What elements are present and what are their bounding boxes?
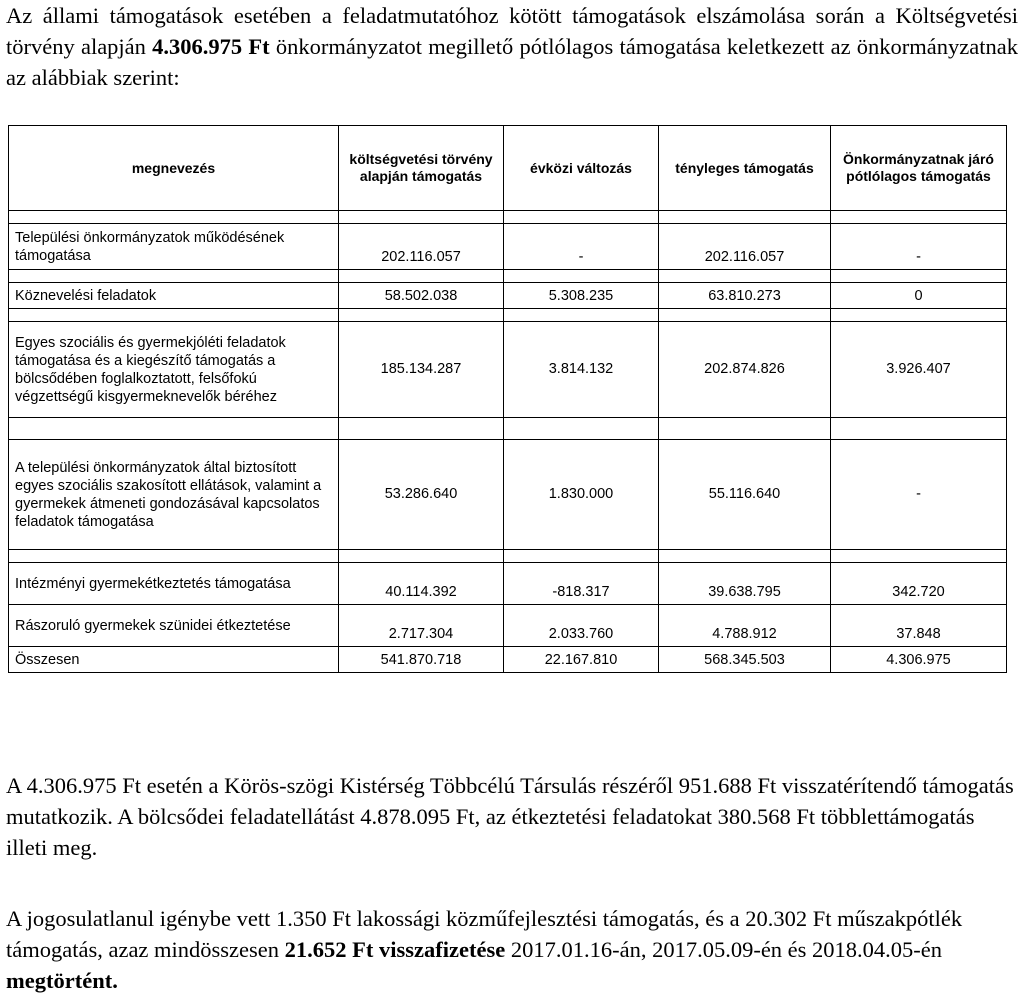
table-row [9,322,1007,418]
row-name: Egyes szociális és gyermekjóléti feladatok támogatása és a kiegészítő támogatás a bölcsődében foglalkoztatott, felsőfokú végzettségű kisgyermeknevelők béréhez [9,322,339,418]
refund-paragraph: A 4.306.975 Ft esetén a Körös-szögi Kistérség Többcélú Társulás részéről 951.688 Ft visszatérítendő támogatás mutatkozik. A bölcsődei feladatellátást 4.878.095 Ft, az étkeztetési feladatokat 380.568 Ft többlettámogatás illeti meg. [6,773,1014,860]
header-budget: költségvetési törvény alapján támogatás [339,126,504,211]
row-actual: 63.810.273 [659,283,831,309]
table-header-row [9,126,1007,211]
repayment-done: megtörtént. [6,968,118,993]
repayment-paragraph [6,903,1018,996]
table-row [9,440,1007,550]
row-budget: 2.717.304 [339,605,504,647]
intro-paragraph [6,0,1018,93]
row-actual: 202.116.057 [659,224,831,270]
row-change: 2.033.760 [504,605,659,647]
intro-text-after: önkormányzatot megillető pótlólagos támogatása keletkezett az önkormányzatnak az alábbiak szerint: [6,34,1018,90]
subsidy-table [8,125,1007,673]
row-name: Települési önkormányzatok működésének támogatása [9,224,339,270]
header-change: évközi változás [504,126,659,211]
row-budget: 541.870.718 [339,647,504,673]
row-extra: 4.306.975 [831,647,1007,673]
row-actual: 568.345.503 [659,647,831,673]
row-change: - [504,224,659,270]
row-change: 3.814.132 [504,322,659,418]
row-extra: - [831,224,1007,270]
row-name: Köznevelési feladatok [9,283,339,309]
row-change: 1.830.000 [504,440,659,550]
header-name: megnevezés [9,126,339,211]
table-row [9,605,1007,647]
row-change: -818.317 [504,563,659,605]
row-budget: 40.114.392 [339,563,504,605]
row-budget: 53.286.640 [339,440,504,550]
row-actual: 39.638.795 [659,563,831,605]
repayment-text-middle: 2017.01.16-án, 2017.05.09-én és 2018.04.05-én [505,937,943,962]
repayment-text-before: A jogosulatlanul igénybe vett 1.350 Ft lakossági közműfejlesztési támogatás, és a 20.302 Ft műszakpótlék támogatás, azaz mindösszesen [6,906,963,962]
row-name: A települési önkormányzatok által biztosított egyes szociális szakosított ellátások, valamint a gyermekek átmeneti gondozásával kapcsolatos feladatok támogatása [9,440,339,550]
row-name: Intézményi gyermekétkeztetés támogatása [9,563,339,605]
row-actual: 55.116.640 [659,440,831,550]
header-actual: tényleges támogatás [659,126,831,211]
row-extra: 37.848 [831,605,1007,647]
row-name: Összesen [9,647,339,673]
row-extra: 0 [831,283,1007,309]
row-extra: 3.926.407 [831,322,1007,418]
intro-text-before: Az állami támogatások esetében a feladatmutatóhoz kötött támogatások elszámolása során a Költségvetési törvény alapján [6,3,1018,59]
row-budget: 58.502.038 [339,283,504,309]
header-extra: Önkormányzatnak járó pótlólagos támogatás [831,126,1007,211]
row-extra: 342.720 [831,563,1007,605]
row-actual: 202.874.826 [659,322,831,418]
table-row [9,283,1007,309]
row-extra: - [831,440,1007,550]
row-budget: 185.134.287 [339,322,504,418]
repayment-amount: 21.652 Ft visszafizetése [284,937,506,962]
row-actual: 4.788.912 [659,605,831,647]
table-row [9,224,1007,270]
row-change: 22.167.810 [504,647,659,673]
row-budget: 202.116.057 [339,224,504,270]
row-change: 5.308.235 [504,283,659,309]
table-row [9,563,1007,605]
table-row-total [9,647,1007,673]
row-name: Rászoruló gyermekek szünidei étkeztetése [9,605,339,647]
intro-amount: 4.306.975 Ft [152,34,270,59]
